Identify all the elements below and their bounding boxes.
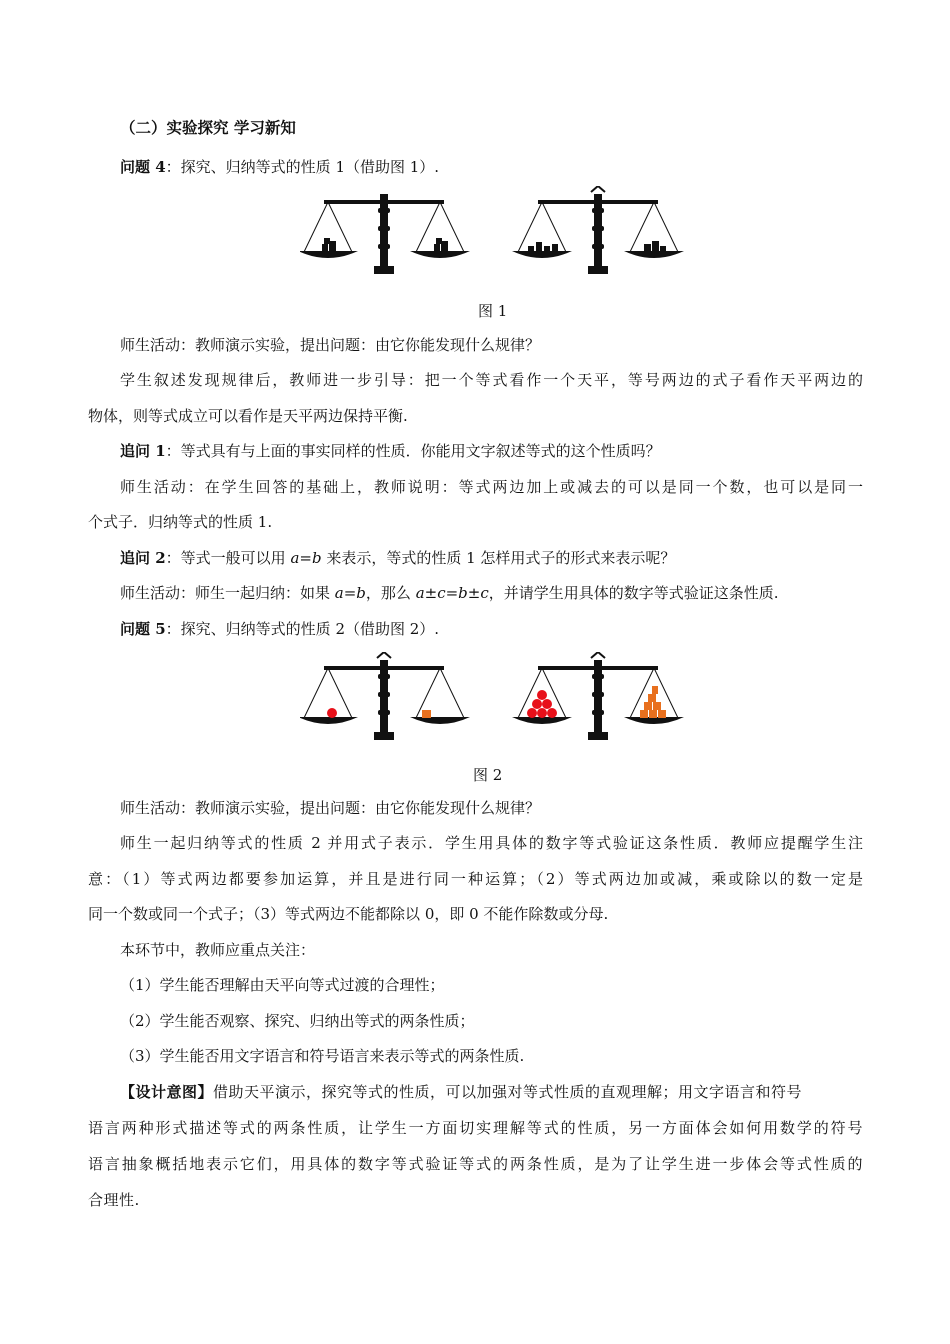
teacher-activity-3: 师生活动：教师演示实验，提出问题：由它你能发现什么规律？: [120, 799, 541, 817]
design-intent-line-4: 合理性.: [88, 1191, 140, 1209]
focus-item-1: （1）学生能否理解由天平向等式过渡的合理性；: [120, 976, 445, 994]
focus-item-2: （2）学生能否观察、探究、归纳出等式的两条性质；: [120, 1012, 475, 1030]
design-intent-line-3: 语言抽象概括地表示它们，用具体的数字等式验证等式的两条性质，是为了让学生进一步体会等式性质的: [88, 1155, 863, 1173]
balance-1b: [512, 186, 684, 274]
figure-2-caption: 图 2: [473, 766, 503, 784]
follow-up-1-text: ：等式具有与上面的事实同样的性质．你能用文字叙述等式的这个性质吗？: [165, 442, 661, 460]
question-4: [120, 157, 900, 177]
follow-up-2-text-b: 来表示，等式的性质 1 怎样用式子的形式来表示呢？: [321, 549, 676, 567]
paragraph-2-line-2: 物体，则等式成立可以看作是天平两边保持平衡.: [88, 407, 408, 425]
design-intent-line-2: 语言两种形式描述等式的两条性质，让学生一方面切实理解等式的性质，另一方面体会如何用数学的符号: [88, 1119, 863, 1137]
focus-item-3: （3）学生能否用文字语言和符号语言来表示等式的两条性质.: [120, 1047, 525, 1065]
question-5-label: 问题 5: [120, 620, 166, 638]
paragraph-3-line-2: 个式子．归纳等式的性质 1.: [88, 513, 273, 531]
paragraph-4-line-2: 意：（1）等式两边都要参加运算，并且是进行同一种运算；（2）等式两边加或减，乘或除以的数一定是: [88, 870, 863, 888]
paragraph-4-line-1: 师生一起归纳等式的性质 2 并用式子表示．学生用具体的数字等式验证这条性质．教师应提醒学生注: [120, 834, 863, 852]
figure-2-balances: [300, 652, 685, 744]
question-5: [120, 619, 900, 639]
design-intent-text-1: 借助天平演示，探究等式的性质，可以加强对等式性质的直观理解；用文字语言和符号: [213, 1083, 803, 1101]
follow-up-2: [120, 548, 900, 568]
orange-cube: [422, 710, 431, 718]
balance-2b: [512, 652, 684, 740]
weights-right: [644, 241, 666, 252]
figure-1-caption: 图 1: [478, 302, 508, 320]
orange-cube-stack: [640, 686, 666, 718]
question-4-label: 问题 4: [120, 158, 166, 176]
weights-left: [322, 238, 336, 252]
design-intent-label: 【设计意图】: [120, 1083, 214, 1101]
balance-1a: [300, 194, 470, 274]
act2-text-b: ，那么: [365, 584, 416, 602]
follow-up-1-label: 追问 1: [120, 442, 166, 460]
red-ball: [327, 708, 337, 718]
follow-up-2-var: a=b: [290, 549, 322, 567]
focus-intro: 本环节中，教师应重点关注：: [120, 941, 316, 959]
teacher-activity-1: 师生活动：教师演示实验，提出问题：由它你能发现什么规律？: [120, 336, 541, 354]
design-intent-line-1: [120, 1082, 863, 1102]
act2-var-2: a±c=b±c: [415, 584, 489, 602]
teacher-activity-2: [120, 583, 900, 603]
weights-left: [528, 242, 558, 252]
question-5-text: ：探究、归纳等式的性质 2（借助图 2）.: [165, 620, 440, 638]
weights-right: [434, 238, 448, 252]
figure-1-balances: [300, 186, 685, 278]
follow-up-2-label: 追问 2: [120, 549, 166, 567]
section-heading: （二）实验探究 学习新知: [120, 118, 296, 137]
follow-up-2-text-a: ：等式一般可以用: [165, 549, 291, 567]
question-4-text: ：探究、归纳等式的性质 1（借助图 1）.: [165, 158, 440, 176]
act2-text-a: 师生活动：师生一起归纳：如果: [120, 584, 335, 602]
act2-text-c: ，并请学生用具体的数字等式验证这条性质.: [488, 584, 779, 602]
paragraph-3-line-1: 师生活动：在学生回答的基础上，教师说明：等式两边加上或减去的可以是同一个数，也可以是同一: [120, 478, 863, 496]
red-ball-pile: [527, 690, 557, 718]
balance-2a: [300, 652, 470, 740]
paragraph-4-line-3: 同一个数或同一个式子；（3）等式两边不能都除以 0，即 0 不能作除数或分母.: [88, 905, 609, 923]
act2-var-1: a=b: [334, 584, 366, 602]
follow-up-1: [120, 441, 900, 461]
paragraph-2-line-1: 学生叙述发现规律后，教师进一步引导：把一个等式看作一个天平，等号两边的式子看作天平两边的: [120, 371, 863, 389]
